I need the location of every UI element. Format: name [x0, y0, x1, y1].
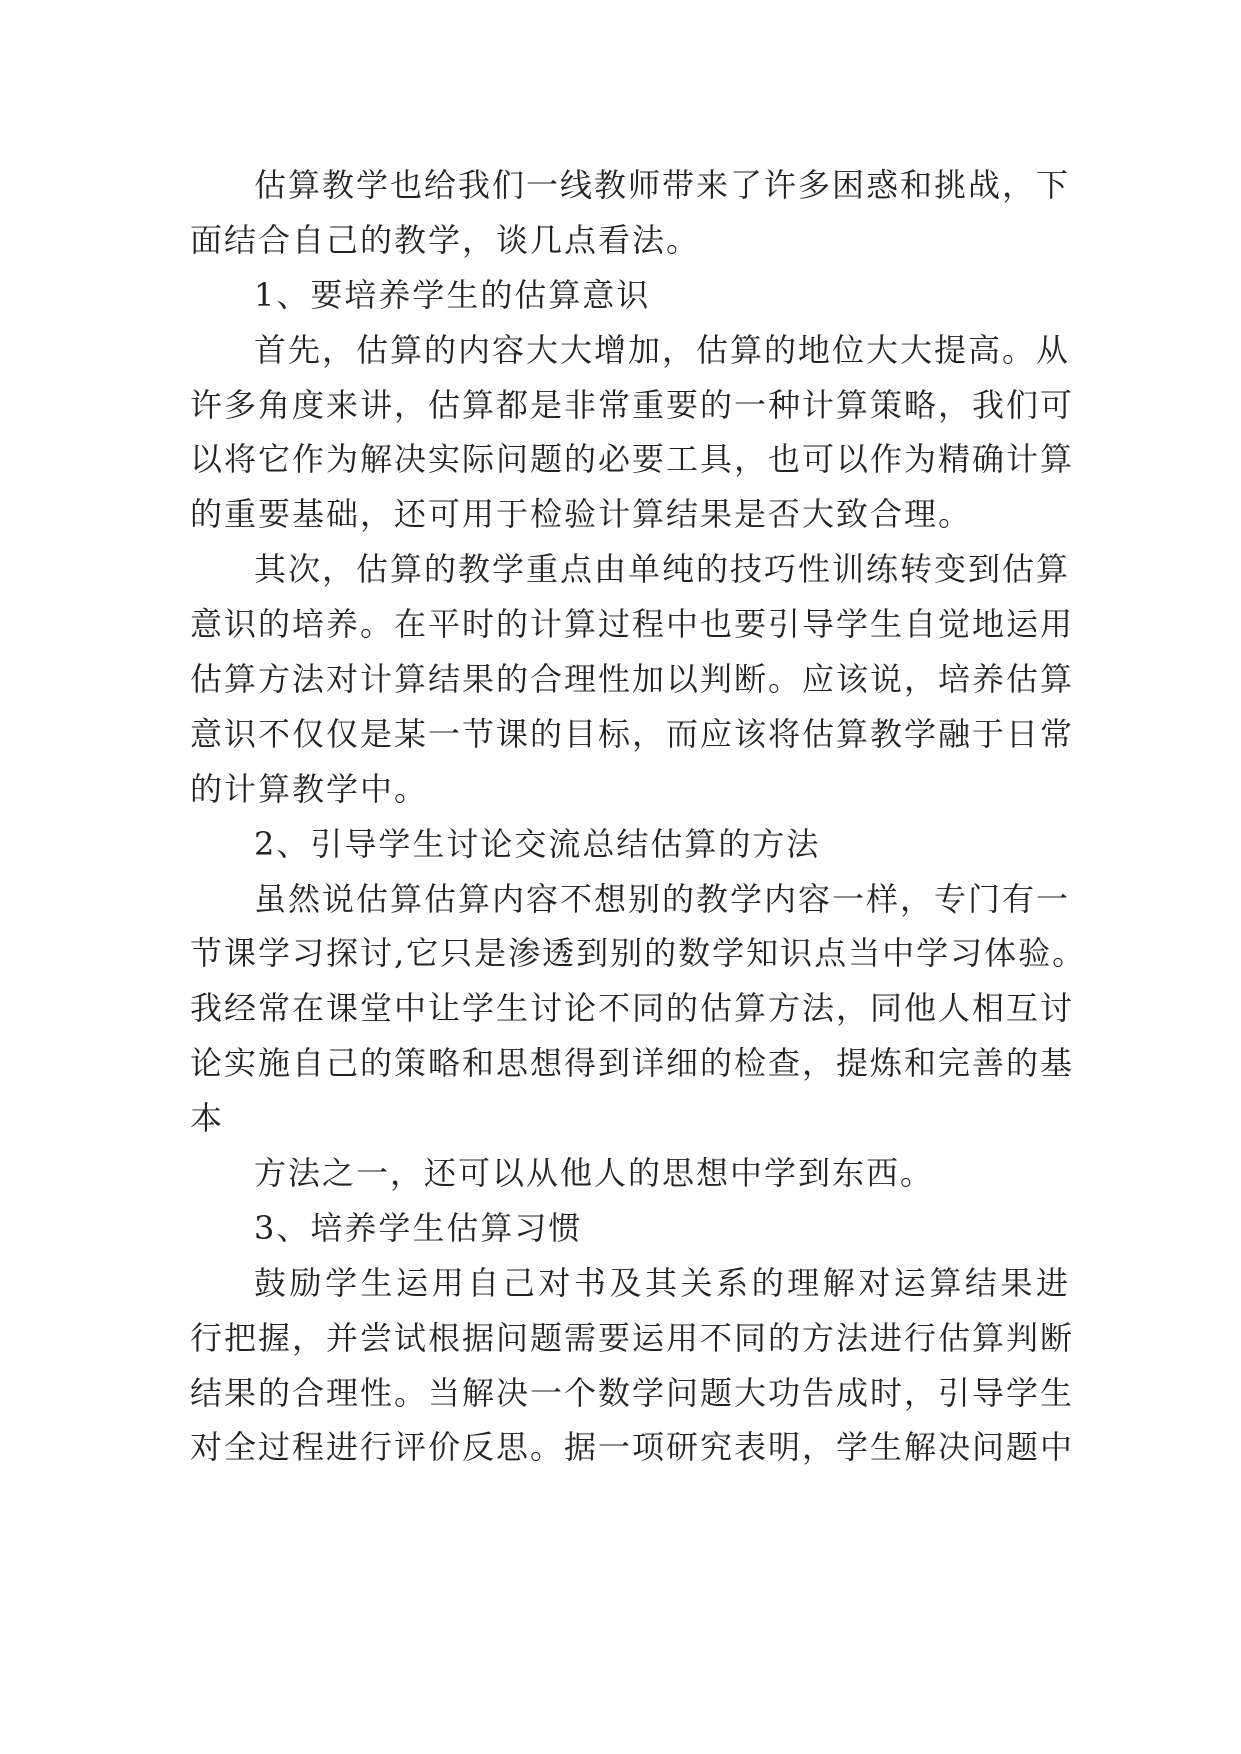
paragraph-line: 估算方法对计算结果的合理性加以判断。应该说，培养估算: [190, 660, 1075, 699]
paragraph-line: 论实施自己的策略和思想得到详细的检查，提炼和完善的基: [190, 1044, 1075, 1083]
paragraph-line: 许多角度来讲，估算都是非常重要的一种计算策略，我们可: [190, 385, 1075, 424]
paragraph-line: 行把握，并尝试根据问题需要运用不同的方法进行估算判断: [190, 1318, 1075, 1357]
document-body: [190, 158, 1087, 1475]
paragraph-line: 方法之一，还可以从他人的思想中学到东西。: [254, 1154, 935, 1193]
section-heading: 1、要培养学生的估算意识: [254, 275, 651, 314]
paragraph-line: 的计算教学中。: [190, 769, 429, 808]
paragraph-line: 以将它作为解决实际问题的必要工具，也可以作为精确计算: [190, 440, 1075, 479]
section-heading: 2、引导学生讨论交流总结估算的方法: [254, 824, 821, 863]
paragraph-line: 鼓励学生运用自己对书及其关系的理解对运算结果进: [254, 1263, 1070, 1302]
paragraph-line: 我经常在课堂中让学生讨论不同的估算方法，同他人相互讨: [190, 989, 1075, 1028]
paragraph-line: 估算教学也给我们一线教师带来了许多困惑和挑战，下: [254, 166, 1071, 204]
paragraph-line: 其次，估算的教学重点由单纯的技巧性训练转变到估算: [254, 550, 1071, 589]
paragraph-line: 的重要基础，还可用于检验计算结果是否大致合理。: [190, 495, 973, 534]
paragraph-line: 虽然说估算估算内容不想别的教学内容一样，专门有一: [254, 879, 1071, 918]
paragraph-line: 对全过程进行评价反思。据一项研究表明，学生解决问题中: [190, 1428, 1075, 1467]
paragraph-line: 结果的合理性。当解决一个数学问题大功告成时，引导学生: [190, 1373, 1075, 1412]
section-heading: 3、培养学生估算习惯: [254, 1208, 583, 1247]
paragraph-line: 意识不仅仅是某一节课的目标，而应该将估算教学融于日常: [190, 714, 1075, 753]
paragraph-line: 节课学习探讨,它只是渗透到别的数学知识点当中学习体验。: [190, 934, 1087, 973]
paragraph-line: 面结合自己的教学，谈几点看法。: [190, 220, 701, 259]
paragraph-line: 首先，估算的内容大大增加，估算的地位大大提高。从: [254, 330, 1071, 369]
paragraph-line: 本: [190, 1099, 225, 1138]
paragraph-line: 意识的培养。在平时的计算过程中也要引导学生自觉地运用: [190, 605, 1075, 644]
